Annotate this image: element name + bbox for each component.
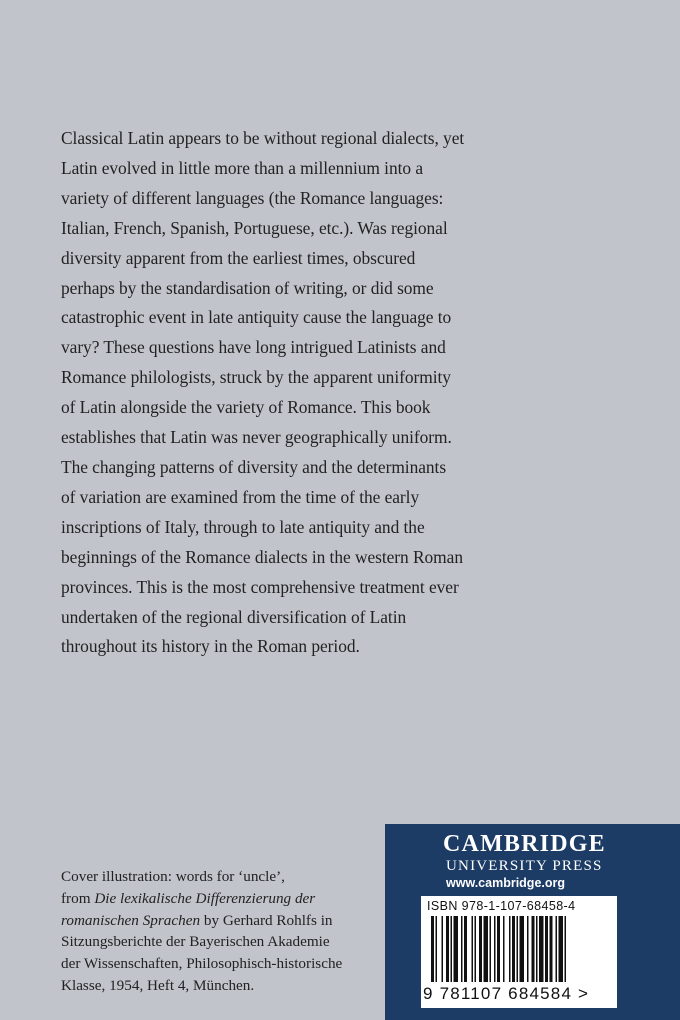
blurb-line: inscriptions of Italy, through to late antiquity and the [61,516,425,537]
blurb-line: Latin evolved in little more than a millennium into a [61,157,423,178]
credit-line: Cover illustration: words for ‘uncle’, [61,868,285,885]
blurb-line: of variation are examined from the time of the early [61,486,420,507]
back-cover-blurb [61,124,481,662]
publisher-logo: CAMBRIDGE [443,831,606,857]
barcode-bars-icon [425,916,613,984]
blurb-line: establishes that Latin was never geographically uniform. [61,427,452,448]
cover-illustration-credit [61,866,381,997]
blurb-line: variety of different languages (the Romance languages: [61,187,444,208]
blurb-line: throughout its history in the Roman period. [61,636,360,657]
publisher-subtitle: UNIVERSITY PRESS [446,858,603,874]
credit-line [61,910,381,932]
blurb-line: The changing patterns of diversity and the determinants [61,456,447,477]
blurb-line: vary? These questions have long intrigued Latinists and [61,337,446,358]
blurb-line: Italian, French, Spanish, Portuguese, etc.). Was regional [61,217,448,238]
publisher-url: www.cambridge.org [446,876,566,890]
source-title: romanischen Sprachen [61,911,201,929]
barcode [421,896,617,1008]
blurb-line: Classical Latin appears to be without regional dialects, yet [61,128,465,148]
blurb-line: catastrophic event in late antiquity cause the language to [61,307,452,328]
credit-line: Sitzungsberichte der Bayerischen Akademie [61,933,330,951]
credit-text: from [61,889,95,907]
blurb-line: of Latin alongside the variety of Romance. This book [61,397,431,418]
blurb-line: diversity apparent from the earliest times, obscured [61,247,416,268]
blurb-line: perhaps by the standardisation of writing, or did some [61,277,434,298]
isbn-label: ISBN 978-1-107-68458-4 [427,899,576,913]
credit-text: by Gerhard Rohlfs in [200,911,333,929]
credit-line [61,888,381,910]
blurb-line: beginnings of the Romance dialects in the western Roman [61,546,463,567]
publisher-panel [385,824,680,1020]
ean-digits: 9 781107 684584 > [423,984,590,1003]
credit-line: der Wissenschaften, Philosophisch-historische [61,955,343,973]
source-title: Die lexikalische Differenzierung der [94,889,316,907]
blurb-line: provinces. This is the most comprehensive treatment ever [61,576,459,597]
blurb-line: Romance philologists, struck by the apparent uniformity [61,367,451,388]
credit-line: Klasse, 1954, Heft 4, München. [61,976,255,994]
blurb-line: undertaken of the regional diversification of Latin [61,606,407,627]
